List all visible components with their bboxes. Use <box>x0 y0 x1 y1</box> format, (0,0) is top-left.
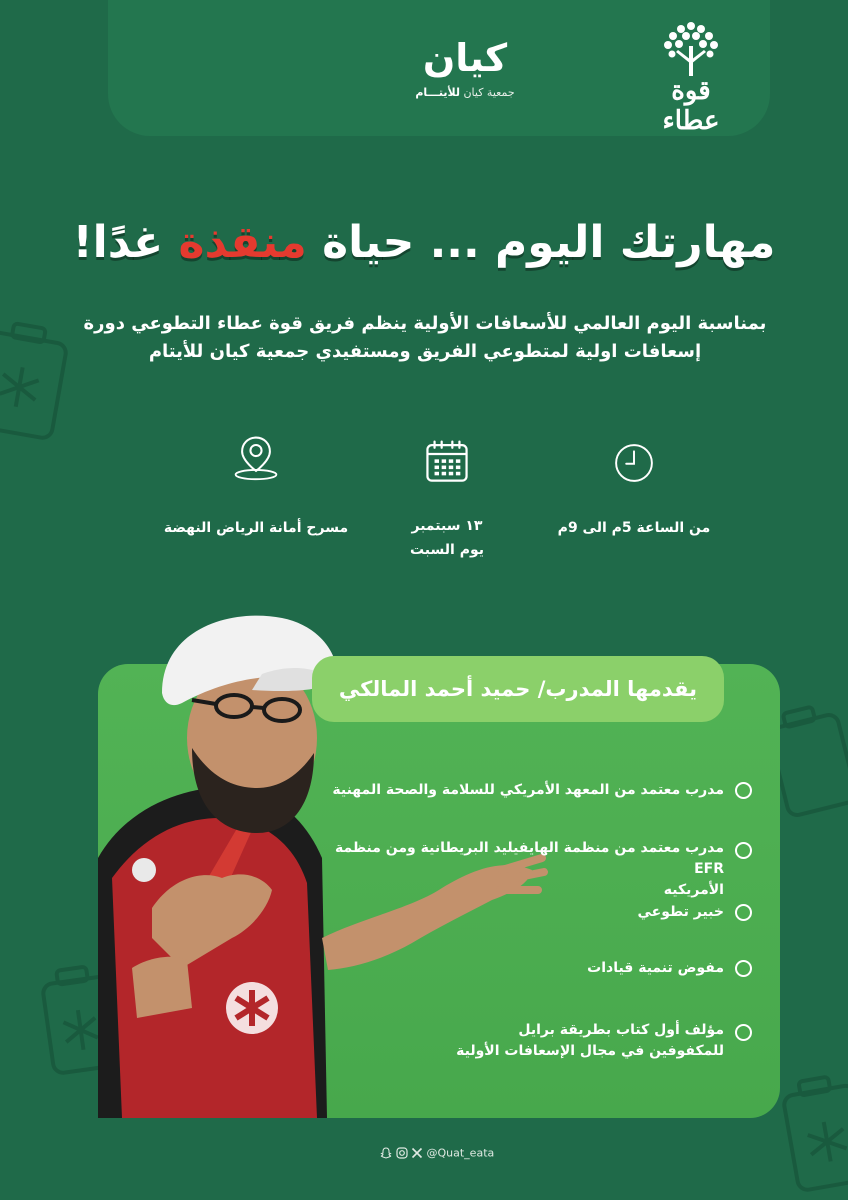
headline <box>60 210 788 276</box>
kayan-logo-text: كيان <box>422 36 508 80</box>
clock-icon <box>613 442 655 484</box>
info-date-text <box>347 514 547 562</box>
info-place-text: مسرح أمانة الرياض النهضة <box>163 520 349 536</box>
intro-line-1: بمناسبة اليوم العالمي للأسعافات الأولية ينظم فريق قوة عطاء التطوعي دورة <box>83 313 767 334</box>
bullet-circle-icon <box>735 842 752 859</box>
bullet-circle-icon <box>735 904 752 921</box>
quwwa-logo-text: قوة عطاء <box>662 76 720 136</box>
info-time <box>534 432 734 540</box>
quwwa-ataa-logo <box>646 20 736 136</box>
kayan-subtitle-emph: للأيتـــام <box>415 86 460 99</box>
credential-item-3 <box>312 902 752 923</box>
info-date-line-2: يوم السبت <box>409 542 484 558</box>
social-handle[interactable]: @Quat_eata <box>426 1146 495 1160</box>
calendar-icon <box>423 438 471 486</box>
credential-item-2 <box>312 838 752 901</box>
kayan-logo <box>390 36 540 99</box>
info-date <box>347 432 547 562</box>
info-date-line-1: ١٣ سبتمبر <box>411 518 483 534</box>
snapchat-icon[interactable] <box>380 1147 392 1159</box>
first-aid-kit-outline-bottom-right-icon <box>780 1070 848 1200</box>
kayan-subtitle-prefix: جمعية كيان <box>463 86 515 99</box>
intro-line-2: إسعافات اولية لمتطوعي الفريق ومستفيدي جمعية كيان للأيتام <box>148 341 702 362</box>
instagram-icon[interactable] <box>396 1147 408 1159</box>
first-aid-kit-outline-right-icon <box>768 700 848 830</box>
headline-part1: مهارتك اليوم ... حياة <box>322 217 776 268</box>
credential-5-line-2: للمكفوفين في مجال الإسعافات الأولية <box>456 1043 724 1059</box>
bullet-circle-icon <box>735 782 752 799</box>
info-place <box>156 432 356 540</box>
credential-1-line-1: مدرب معتمد من المعهد الأمريكي للسلامة والصحة المهنية <box>332 782 724 798</box>
credential-item-4 <box>312 958 752 979</box>
headline-part2: غدًا! <box>72 217 164 268</box>
credential-2-line-2: الأمريكيه <box>663 882 724 898</box>
headline-highlight: منقذة <box>178 217 307 268</box>
credential-4-line-1: مفوض تنمية قيادات <box>587 960 724 976</box>
info-time-text: من الساعة 5م الى 9م <box>557 520 711 536</box>
header-band <box>108 0 770 136</box>
credential-item-1 <box>312 780 752 801</box>
credential-3-line-1: خبير تطوعي <box>637 904 724 920</box>
x-icon[interactable] <box>411 1147 423 1159</box>
location-pin-icon <box>231 432 281 482</box>
intro-paragraph <box>60 310 790 366</box>
bullet-circle-icon <box>735 1024 752 1041</box>
social-bar <box>380 1146 520 1166</box>
credential-5-line-1: مؤلف أول كتاب بطريقة برايل <box>518 1022 724 1038</box>
kayan-subtitle <box>390 86 540 99</box>
trainer-title-pill: يقدمها المدرب/ حميد أحمد المالكي <box>312 656 724 722</box>
credential-item-5 <box>312 1020 752 1062</box>
credential-2-line-1: مدرب معتمد من منظمة الهايفيليد البريطانية ومن منظمة EFR <box>335 840 724 877</box>
bullet-circle-icon <box>735 960 752 977</box>
tree-icon <box>646 20 736 80</box>
